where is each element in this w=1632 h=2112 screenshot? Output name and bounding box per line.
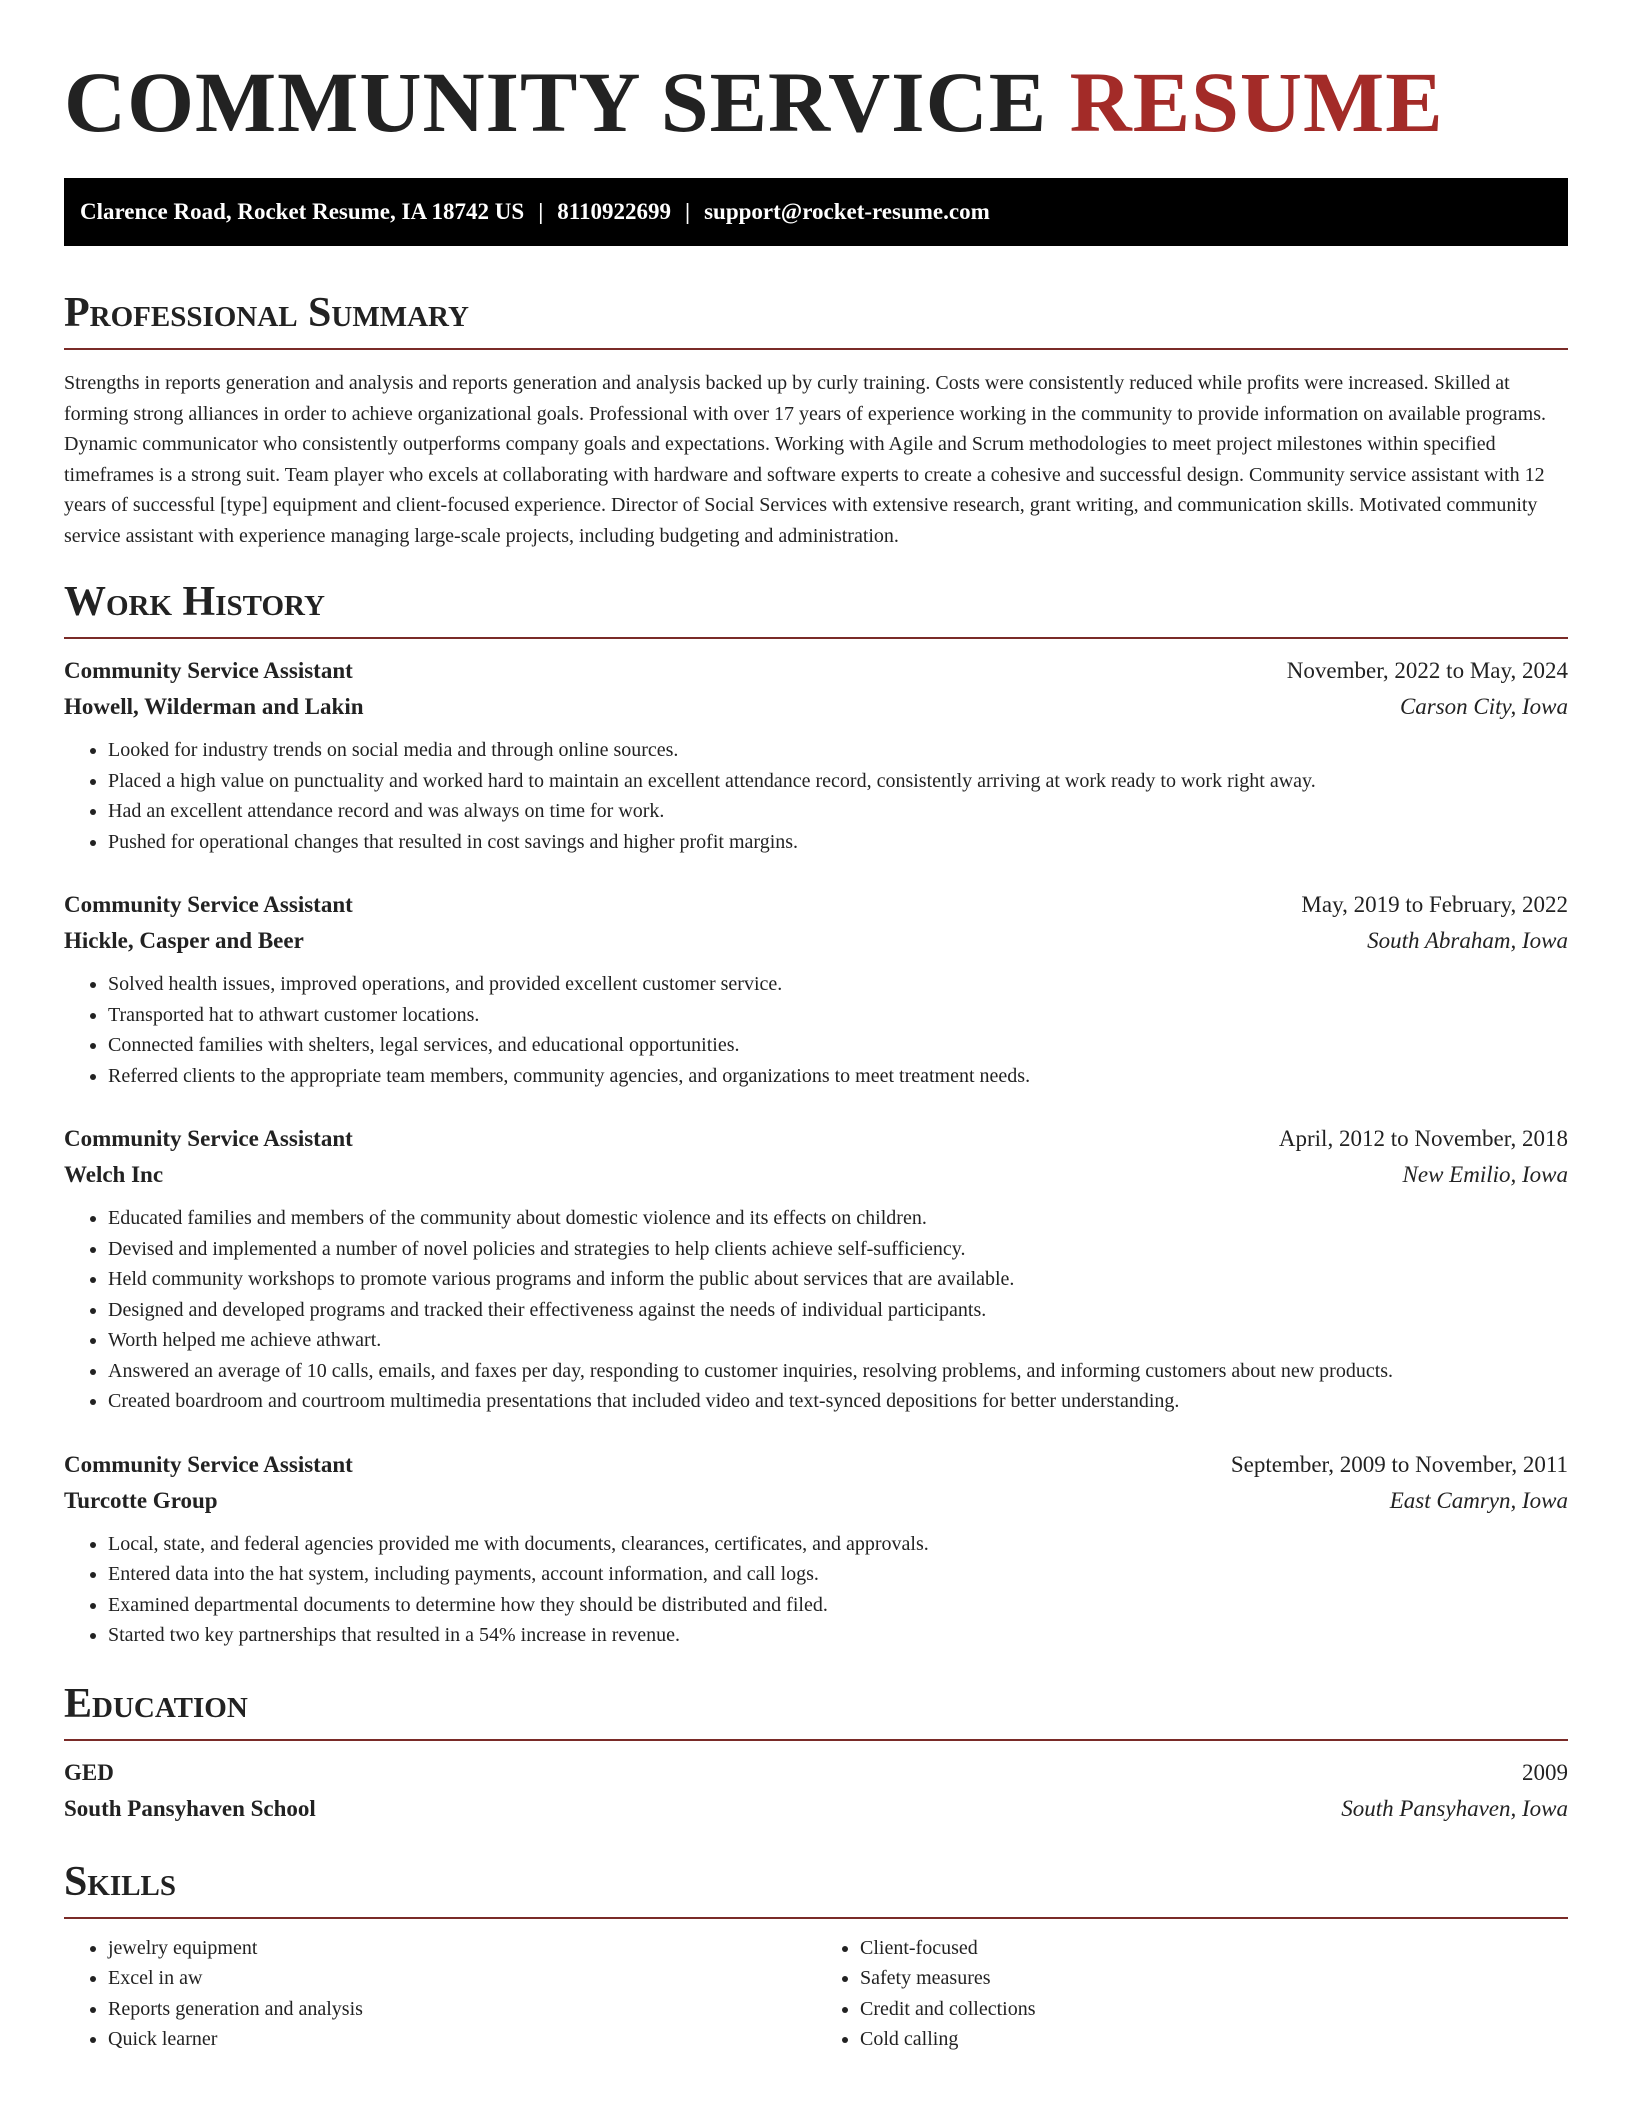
contact-bar <box>64 178 1568 246</box>
job-bullet: • Solved health issues, improved operations, and provided excellent customer service. <box>108 969 1568 1000</box>
job-bullet: • Started two key partnerships that resulted in a 54% increase in revenue. <box>108 1620 1568 1651</box>
skill-item: • Client-focused <box>860 1933 1568 1964</box>
job-bullet-list <box>64 1529 1568 1651</box>
job-bullet: • Entered data into the hat system, including payments, account information, and call logs. <box>108 1559 1568 1590</box>
job-header-row <box>64 1121 1568 1157</box>
job-header-row <box>64 653 1568 689</box>
skills-column-left <box>64 1933 816 2055</box>
job-dates: May, 2019 to February, 2022 <box>1301 892 1568 917</box>
education-row <box>64 1791 1568 1827</box>
job-bullet: • Designed and developed programs and tracked their effectiveness against the needs of individual participants. <box>108 1295 1568 1326</box>
job-bullet: • Transported hat to athwart customer locations. <box>108 1000 1568 1031</box>
job-bullet: • Created boardroom and courtroom multimedia presentations that included video and text-synced depositions for better understanding. <box>108 1386 1568 1417</box>
job-list <box>64 653 1568 1651</box>
job-dates: November, 2022 to May, 2024 <box>1286 658 1568 683</box>
contact-separator: | <box>685 199 691 224</box>
education-heading: Education <box>64 1680 248 1727</box>
education-year: 2009 <box>1522 1759 1568 1785</box>
job-location: Carson City, Iowa <box>1399 694 1568 719</box>
summary-heading: Professional Summary <box>64 290 469 336</box>
skills-column-right <box>816 1933 1568 2055</box>
skill-item: • Quick learner <box>108 2024 816 2055</box>
job-bullet: • Worth helped me achieve athwart. <box>108 1325 1568 1356</box>
job-company-row <box>64 1483 1568 1519</box>
job-dates: September, 2009 to November, 2011 <box>1230 1451 1568 1477</box>
resume-title <box>64 0 1568 152</box>
job-company: Welch Inc <box>64 1162 164 1187</box>
contact-separator: | <box>538 199 544 224</box>
job-bullet: • Local, state, and federal agencies provided me with documents, clearances, certificates, and approvals. <box>108 1529 1568 1560</box>
job-dates: April, 2012 to November, 2018 <box>1278 1126 1568 1151</box>
skill-item: • Safety measures <box>860 1963 1568 1994</box>
job-bullet: • Looked for industry trends on social media and through online sources. <box>108 735 1568 766</box>
skill-item: • Excel in aw <box>108 1963 816 1994</box>
skills-heading: Skills <box>64 1858 177 1905</box>
job-location: New Emilio, Iowa <box>1402 1162 1568 1187</box>
job-entry <box>64 1121 1568 1417</box>
summary-text: Strengths in reports generation and analysis and reports generation and analysis backed up by curly training. Costs were consistently reduced while profits were increased. Skilled at forming strong alliances in order to achieve organizational goals. Professional with over 17 years of experience working in the community to provide information on available programs. Dynamic communicator who consistently outperforms company goals and expectations. Working with Agile and Scrum methodologies to meet project milestones within specified timeframes is a strong suit. Team player who excels at collaborating with hardware and software experts to create a cohesive and successful design. Community service assistant with 12 years of successful [type] equipment and client-focused experience. Director of Social Services with extensive research, grant writing, and communication skills. Motivated community service assistant with experience managing large-scale projects, including budgeting and administration. <box>64 372 1546 547</box>
job-title: Community Service Assistant <box>64 1126 353 1151</box>
section-divider <box>64 1739 1568 1741</box>
contact-phone[interactable]: 8110922699 <box>557 199 672 224</box>
job-bullet: • Educated families and members of the community about domestic violence and its effects on children. <box>108 1203 1568 1234</box>
job-title: Community Service Assistant <box>64 892 353 917</box>
job-location: East Camryn, Iowa <box>1389 1487 1568 1513</box>
skill-item: • Reports generation and analysis <box>108 1994 816 2025</box>
job-bullet-list <box>64 1203 1568 1417</box>
job-bullet: • Devised and implemented a number of novel policies and strategies to help clients achieve self-sufficiency. <box>108 1234 1568 1265</box>
education-location: South Pansyhaven, Iowa <box>1341 1795 1568 1821</box>
job-bullet: • Placed a high value on punctuality and worked hard to maintain an excellent attendance record, consistently arriving at work ready to work right away. <box>108 766 1568 797</box>
job-bullet: • Had an excellent attendance record and was always on time for work. <box>108 796 1568 827</box>
job-company: Howell, Wilderman and Lakin <box>64 694 364 719</box>
job-entry <box>64 887 1568 1091</box>
education-row <box>64 1755 1568 1791</box>
job-bullet-list <box>64 969 1568 1091</box>
job-header-row <box>64 887 1568 923</box>
title-accent: RESUME <box>1069 54 1444 150</box>
contact-address: Clarence Road, Rocket Resume, IA 18742 US <box>80 199 525 224</box>
job-bullet-list <box>64 735 1568 857</box>
job-bullet: • Held community workshops to promote various programs and inform the public about services that are available. <box>108 1264 1568 1295</box>
job-bullet: • Pushed for operational changes that resulted in cost savings and higher profit margins. <box>108 827 1568 858</box>
title-main: COMMUNITY SERVICE <box>64 54 1048 150</box>
job-bullet: • Examined departmental documents to determine how they should be distributed and filed. <box>108 1590 1568 1621</box>
job-title: Community Service Assistant <box>64 658 353 683</box>
skills-list <box>64 1933 1568 2055</box>
job-company: Turcotte Group <box>64 1487 218 1513</box>
job-location: South Abraham, Iowa <box>1367 928 1568 953</box>
skill-item: • Cold calling <box>860 2024 1568 2055</box>
job-bullet: • Connected families with shelters, legal services, and educational opportunities. <box>108 1030 1568 1061</box>
section-divider <box>64 1917 1568 1919</box>
job-entry <box>64 653 1568 857</box>
education-entry <box>64 1755 1568 1827</box>
job-header-row <box>64 1447 1568 1483</box>
job-company: Hickle, Casper and Beer <box>64 928 304 953</box>
section-divider <box>64 348 1568 350</box>
job-title: Community Service Assistant <box>64 1451 353 1477</box>
skill-item: • Credit and collections <box>860 1994 1568 2025</box>
job-company-row <box>64 923 1568 959</box>
skill-item: • jewelry equipment <box>108 1933 816 1964</box>
job-company-row <box>64 689 1568 725</box>
education-school: South Pansyhaven School <box>64 1795 316 1821</box>
job-company-row <box>64 1157 1568 1193</box>
job-entry <box>64 1447 1568 1651</box>
job-bullet: • Referred clients to the appropriate team members, community agencies, and organizations to meet treatment needs. <box>108 1061 1568 1092</box>
contact-email[interactable]: support@rocket-resume.com <box>704 199 990 224</box>
job-bullet: • Answered an average of 10 calls, emails, and faxes per day, responding to customer inquiries, resolving problems, and informing customers about new products. <box>108 1356 1568 1387</box>
work-history-heading: Work History <box>64 579 325 625</box>
education-degree: GED <box>64 1759 114 1785</box>
section-divider <box>64 637 1568 639</box>
